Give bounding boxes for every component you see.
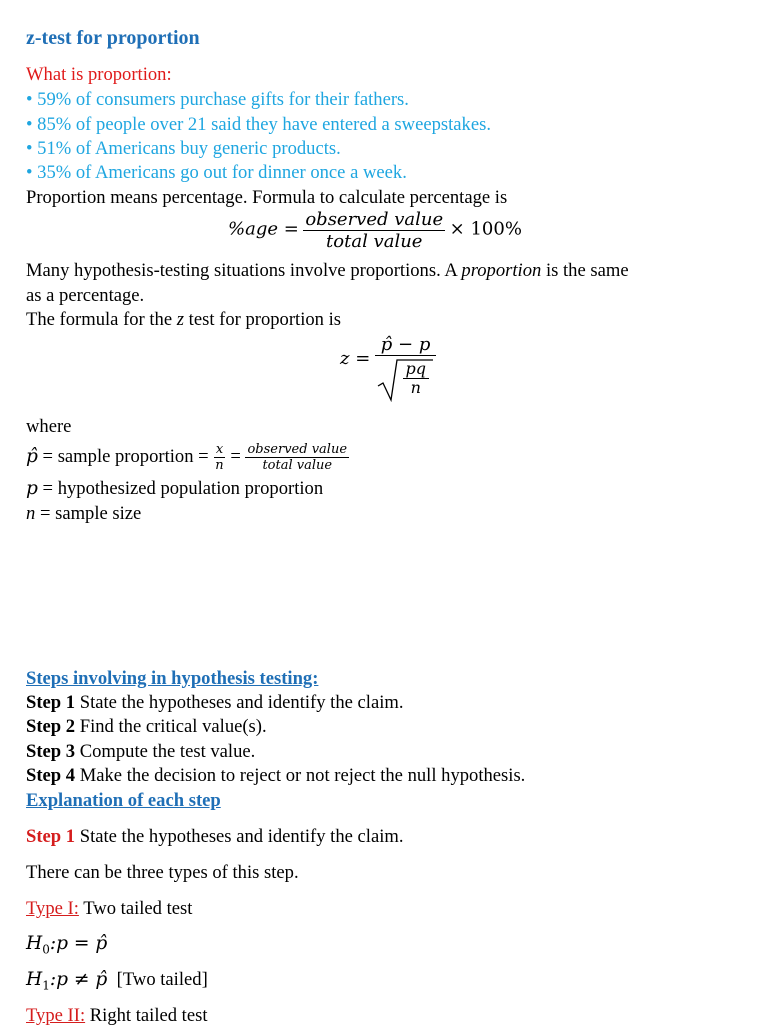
definition-phat [26, 442, 349, 473]
z-formula-fraction [375, 334, 437, 402]
step-item [26, 765, 525, 787]
step-item [26, 692, 403, 714]
formula-fraction [303, 209, 445, 252]
z-formula [340, 334, 436, 402]
symbol: H [26, 969, 43, 990]
bullet-item: • 35% of Americans go out for dinner once a week. [26, 162, 407, 183]
x-over-n [213, 442, 225, 473]
formula-lhs: %age = [228, 218, 299, 240]
step-label: Step 1 [26, 692, 76, 713]
bullet-item: • 59% of consumers purchase gifts for their fathers. [26, 89, 409, 110]
type-text: Right tailed test [85, 1005, 208, 1026]
three-types-text: There can be three types of this step. [26, 862, 299, 883]
bullet-item: • 85% of people over 21 said they have entered a sweepstakes. [26, 114, 491, 135]
z-denominator [375, 356, 437, 402]
step-label: Step 2 [26, 716, 76, 737]
definition-p [26, 478, 323, 500]
symbol: n [26, 503, 36, 524]
fraction-numerator: x [215, 442, 224, 457]
observed-over-total [245, 442, 349, 473]
symbol: H [26, 933, 43, 954]
step-text: State the hypotheses and identify the claim. [75, 692, 404, 713]
step1-explanation [26, 826, 403, 848]
definition-n [26, 503, 141, 525]
text-span: Many hypothesis-testing situations involve proportions. A [26, 260, 462, 281]
where-label: where [26, 416, 72, 437]
proportion-definition: Proportion means percentage. Formula to calculate percentage is [26, 187, 508, 208]
type-label: Type II: [26, 1005, 86, 1026]
page-title: z-test for proportion [26, 27, 200, 49]
what-is-heading: What is proportion: [26, 64, 172, 85]
equals-sign: = [230, 445, 241, 467]
null-hypothesis [26, 933, 107, 957]
step-text: Find the critical value(s). [75, 716, 267, 737]
bullet-item: • 51% of Americans buy generic products. [26, 138, 341, 159]
step-label: Step 4 [26, 765, 76, 786]
percentage-formula [228, 209, 522, 252]
text-span: = sample proportion = [37, 445, 214, 467]
hypothesis-note: [Two tailed] [107, 969, 208, 990]
fraction-numerator: observed value [305, 209, 444, 230]
subscript: 1 [42, 978, 50, 993]
z-numerator: p̂ − p [375, 334, 437, 356]
type-label: Type I: [26, 898, 79, 919]
hypothesis-expression: :p = p̂ [49, 933, 108, 954]
text-span: test for proportion is [184, 309, 342, 330]
subscript: 0 [42, 942, 50, 957]
text-span: = hypothesized population proportion [37, 478, 324, 499]
steps-heading: Steps involving in hypothesis testing: [26, 668, 319, 689]
fraction-denominator: n [215, 458, 224, 473]
text-span: The formula for the [26, 309, 177, 330]
type-text: Two tailed test [78, 898, 193, 919]
type1-line [26, 898, 192, 920]
step-text: Make the decision to reject or not reject the null hypothesis. [75, 765, 526, 786]
emphasis-text: z [176, 309, 185, 330]
emphasis-text: proportion [461, 260, 542, 281]
formula-intro [26, 309, 341, 331]
hypothesis-expression: :p ≠ p̂ [49, 969, 108, 990]
explanation-heading: Explanation of each step [26, 790, 221, 811]
z-formula-lhs: z = [340, 348, 371, 369]
paragraph-line [26, 260, 629, 282]
step-label: Step 3 [26, 741, 76, 762]
text-span: = sample size [35, 503, 142, 524]
radicand-denominator: n [410, 378, 421, 397]
alternative-hypothesis [26, 969, 208, 993]
paragraph-line: as a percentage. [26, 285, 145, 306]
radicand [403, 360, 429, 397]
step-text: Compute the test value. [75, 741, 256, 762]
fraction-denominator: total value [262, 458, 333, 473]
radicand-numerator: pq [403, 360, 429, 379]
step-item [26, 741, 255, 763]
fraction-numerator: observed value [247, 442, 348, 457]
text-span: is the same [541, 260, 629, 281]
step-text: State the hypotheses and identify the claim. [75, 826, 404, 847]
step-item [26, 716, 267, 738]
symbol: p [26, 478, 38, 499]
symbol: p̂ [26, 445, 38, 467]
fraction-denominator: total value [326, 231, 423, 252]
formula-rhs: × 100% [449, 218, 522, 240]
step-label: Step 1 [26, 826, 76, 847]
